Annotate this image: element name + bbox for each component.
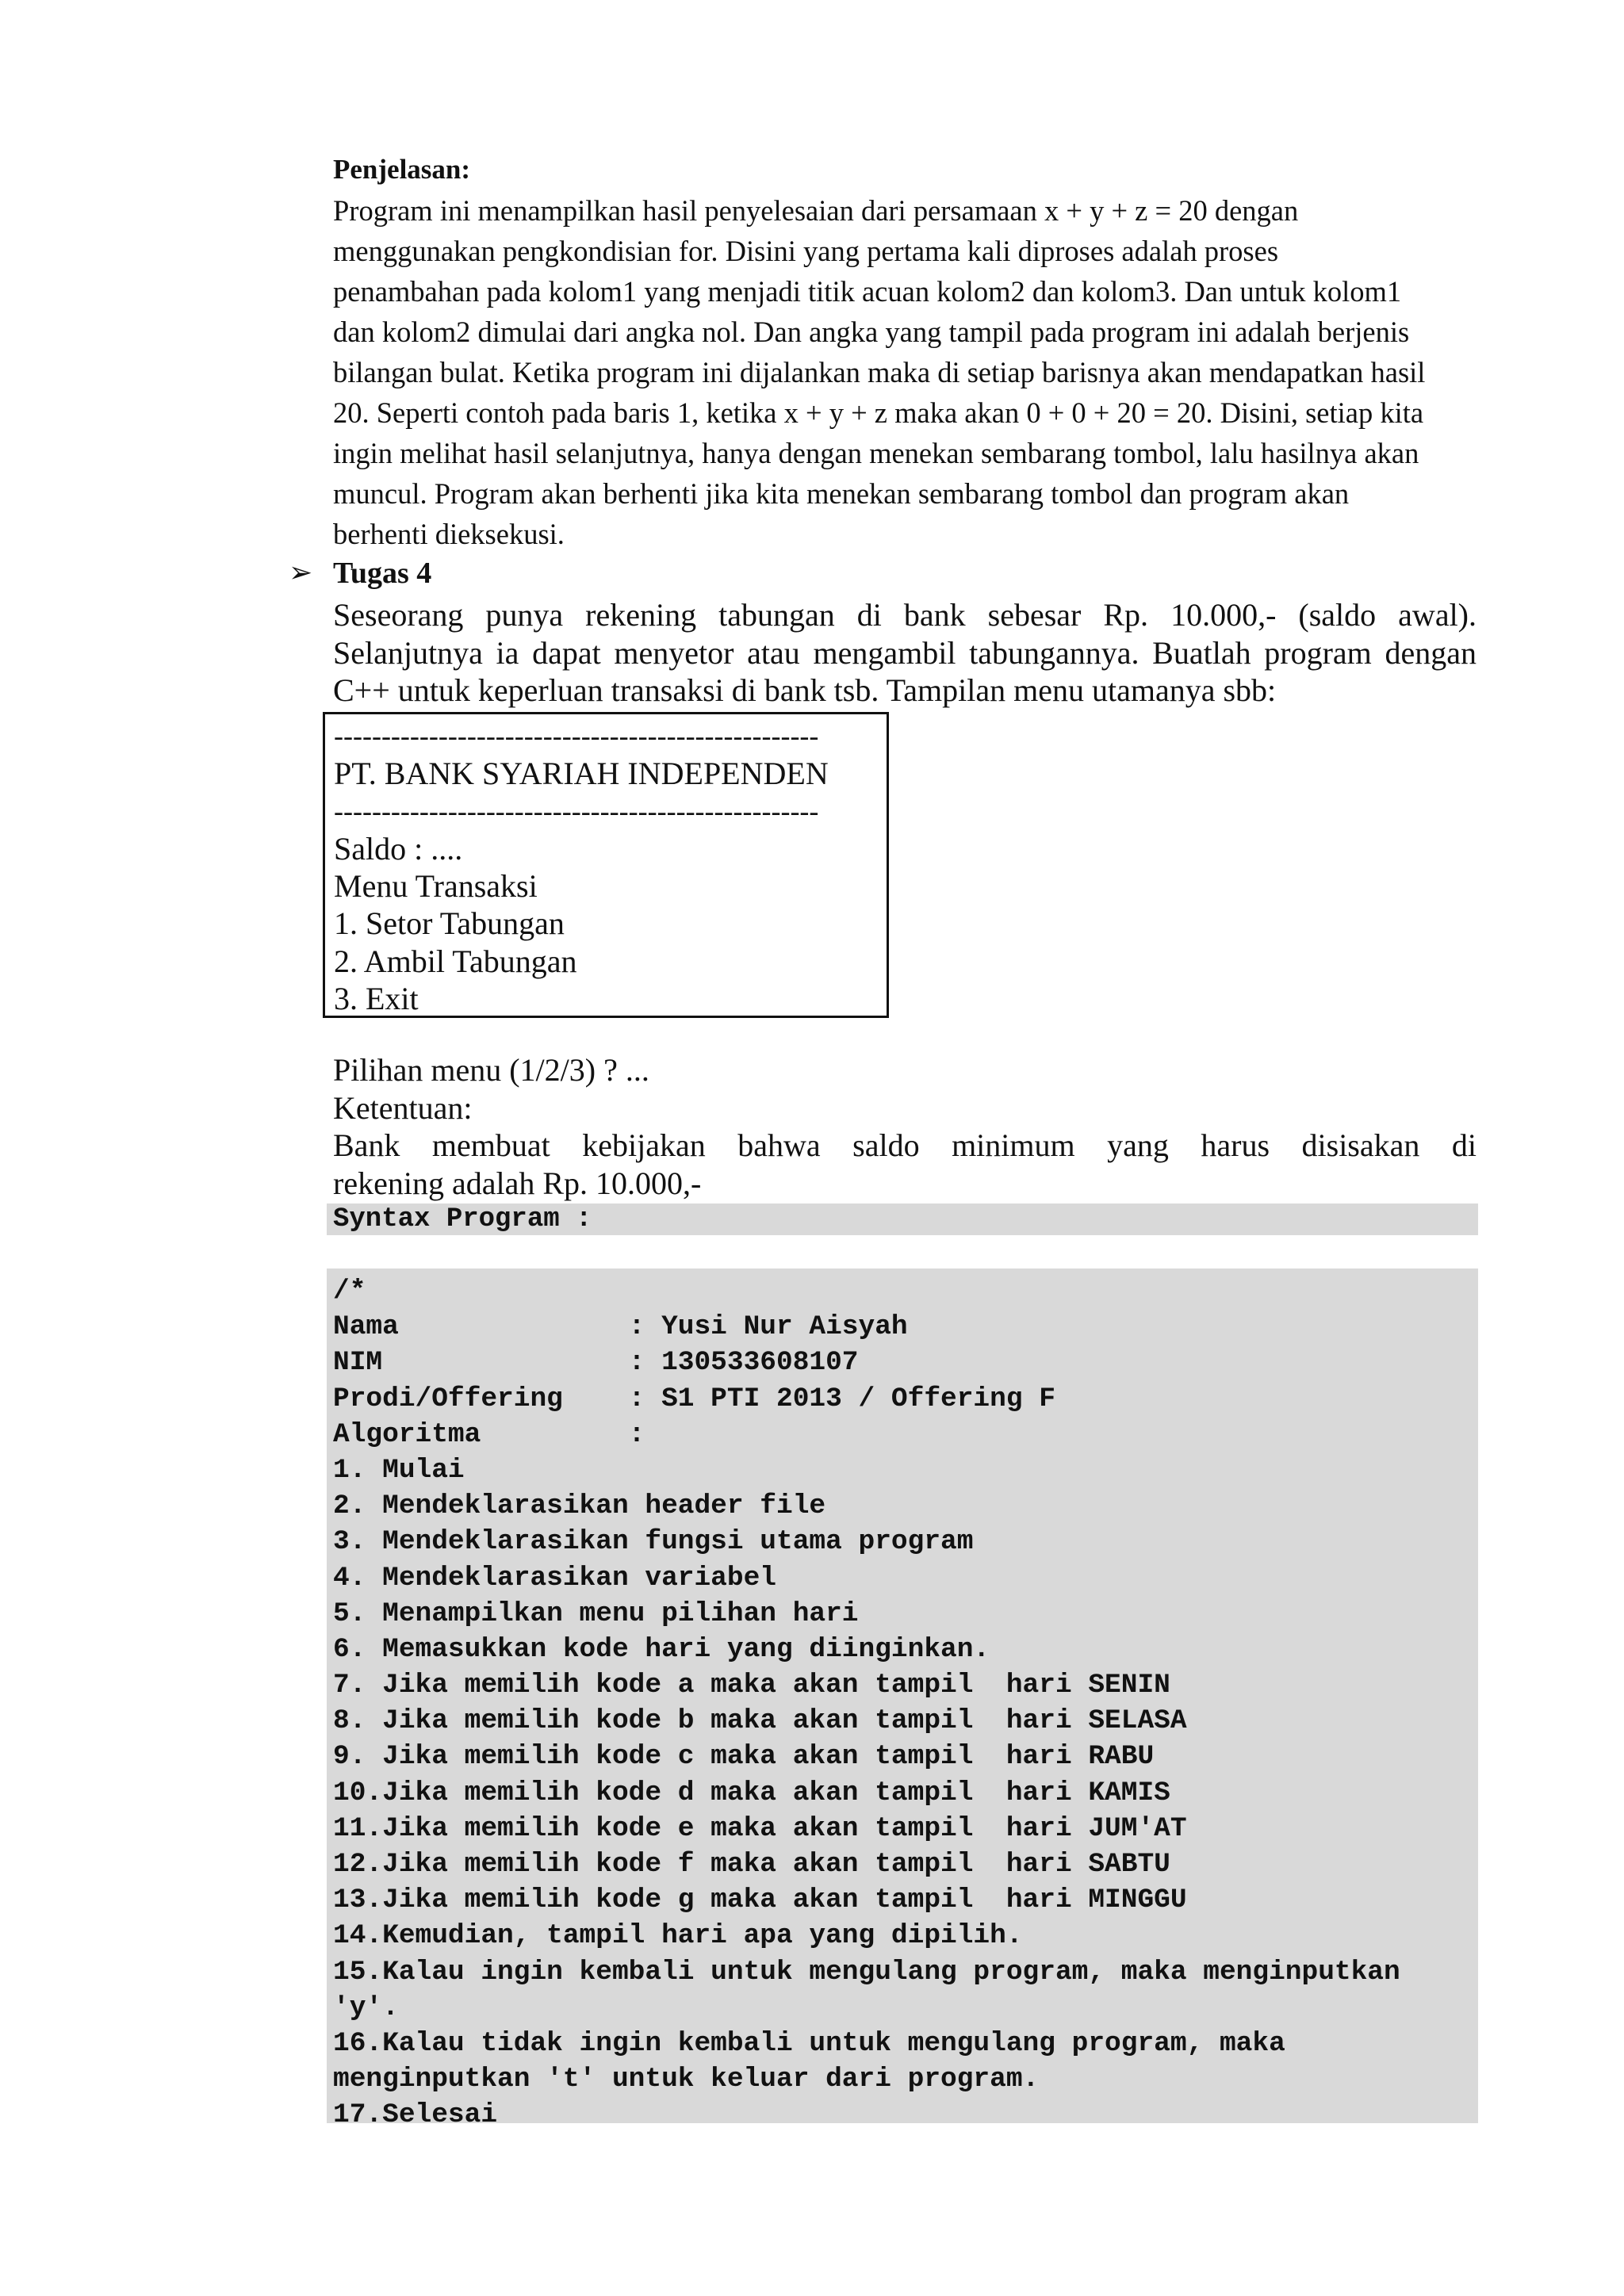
code-line: 'y'. [333,1992,399,2023]
code-line: NIM : 130533608107 [333,1347,859,1379]
syntax-label: Syntax Program : [333,1204,592,1234]
tugas-paragraph [333,596,1477,710]
menu-label: Menu Transaksi [334,868,538,905]
paragraph-line: Selanjutnya ia dapat menyetor atau mengambil tabungannya. Buatlah program dengan [333,634,1477,671]
code-line: 8. Jika memilih kode b maka akan tampil hari SELASA [333,1705,1187,1737]
code-line: /* [333,1276,366,1307]
code-line: Prodi/Offering : S1 PTI 2013 / Offering F [333,1383,1055,1414]
menu-display-box [323,712,889,1018]
code-line: 4. Mendeklarasikan variabel [333,1562,776,1594]
code-line: 9. Jika memilih kode c maka akan tampil hari RABU [333,1741,1155,1773]
menu-divider: --------------------------------------------------- [334,720,819,752]
arrow-bullet-icon: ➢ [289,557,313,589]
code-line: 5. Menampilkan menu pilihan hari [333,1598,859,1629]
menu-item: 2. Ambil Tabungan [334,943,577,979]
paragraph-line: menggunakan pengkondisian for. Disini yang pertama kali diproses adalah proses [333,235,1279,267]
code-line: Nama : Yusi Nur Aisyah [333,1311,908,1343]
ketentuan-heading: Ketentuan: [333,1089,473,1126]
penjelasan-paragraph [333,190,1522,554]
menu-title: PT. BANK SYARIAH INDEPENDEN [334,756,829,792]
code-line: 10.Jika memilih kode d maka akan tampil hari KAMIS [333,1777,1170,1808]
menu-item: 3. Exit [334,981,419,1017]
paragraph-line: berhenti dieksekusi. [333,518,565,550]
paragraph-line: Seseorang punya rekening tabungan di bank sebesar Rp. 10.000,- (saldo awal). [333,597,1477,633]
code-line: 13.Jika memilih kode g maka akan tampil hari MINGGU [333,1885,1187,1916]
penjelasan-heading: Penjelasan: [333,154,471,185]
menu-prompt: Pilihan menu (1/2/3) ? ... [333,1052,649,1088]
paragraph-line: Bank membuat kebijakan bahwa saldo minimum yang harus disisakan di [333,1127,1477,1163]
syntax-label-bar [327,1203,1478,1235]
code-line: menginputkan 't' untuk keluar dari program. [333,2064,1040,2095]
code-line: 15.Kalau ingin kembali untuk mengulang program, maka menginputkan [333,1956,1400,1988]
code-line: 11.Jika memilih kode e maka akan tampil hari JUM'AT [333,1812,1187,1844]
tugas-heading: Tugas 4 [333,557,432,590]
code-line: 3. Mendeklarasikan fungsi utama program [333,1526,974,1558]
code-line: 1. Mulai [333,1454,465,1486]
paragraph-line: C++ untuk keperluan transaksi di bank tsb. Tampilan menu utamanya sbb: [333,672,1277,708]
paragraph-line: ingin melihat hasil selanjutnya, hanya dengan menekan sembarang tombol, lalu hasilnya akan [333,437,1419,469]
code-lines [333,1273,1400,2133]
code-line: 14.Kemudian, tampil hari apa yang dipilih. [333,1920,1023,1952]
paragraph-line: rekening adalah Rp. 10.000,- [333,1165,702,1201]
paragraph-line: bilangan bulat. Ketika program ini dijalankan maka di setiap barisnya akan mendapatkan hasil [333,356,1426,388]
paragraph-line: 20. Seperti contoh pada baris 1, ketika x + y + z maka akan 0 + 0 + 20 = 20. Disini, setiap kita [333,396,1424,429]
code-line: Algoritma : [333,1418,645,1450]
paragraph-line: penambahan pada kolom1 yang menjadi titik acuan kolom2 dan kolom3. Dan untuk kolom1 [333,275,1402,308]
code-line: 6. Memasukkan kode hari yang diinginkan. [333,1633,990,1665]
menu-saldo: Saldo : .... [334,830,463,867]
code-line: 12.Jika memilih kode f maka akan tampil hari SABTU [333,1849,1170,1880]
paragraph-line: muncul. Program akan berhenti jika kita menekan sembarang tombol dan program akan [333,477,1350,510]
code-line: 7. Jika memilih kode a maka akan tampil hari SENIN [333,1670,1170,1701]
paragraph-line: dan kolom2 dimulai dari angka nol. Dan angka yang tampil pada program ini adalah berjenis [333,316,1410,348]
paragraph-line: Program ini menampilkan hasil penyelesaian dari persamaan x + y + z = 20 dengan [333,194,1299,227]
menu-item: 1. Setor Tabungan [334,905,565,942]
menu-divider: --------------------------------------------------- [334,794,819,827]
code-line: 17.Selesai [333,2099,498,2131]
ketentuan-section [333,1051,1477,1202]
code-line: 2. Mendeklarasikan header file [333,1490,826,1522]
code-line: 16.Kalau tidak ingin kembali untuk mengulang program, maka [333,2027,1285,2059]
code-block [327,1269,1478,2131]
